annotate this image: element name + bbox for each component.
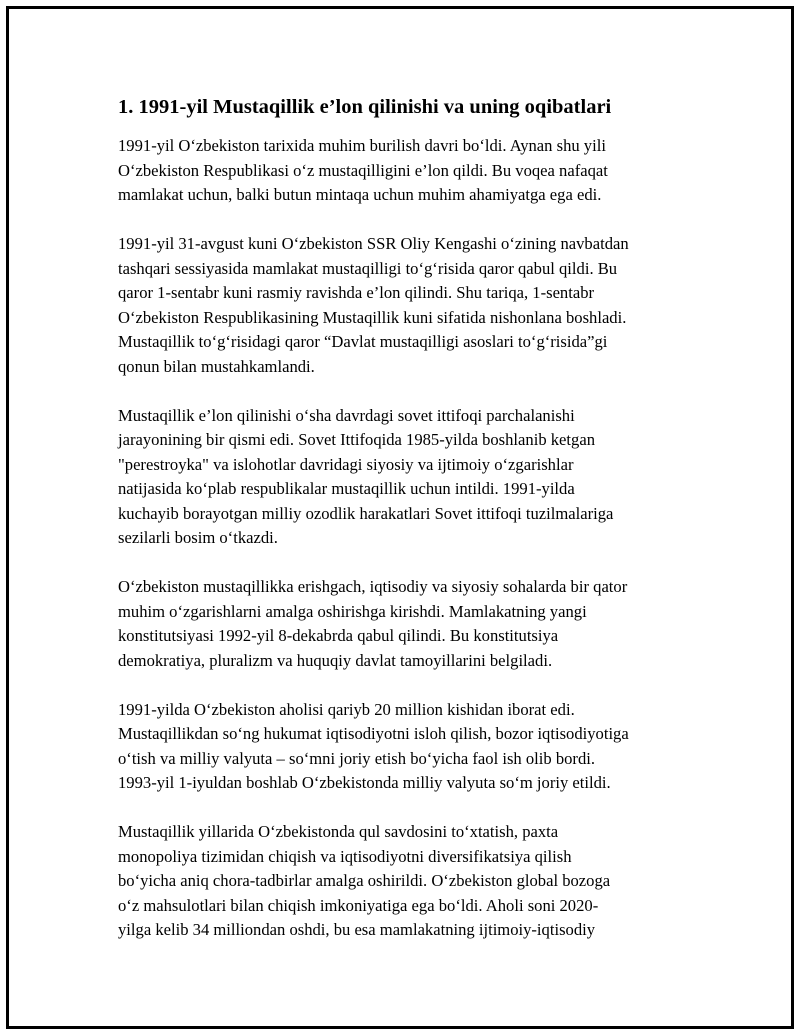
text-line: o‘tish va milliy valyuta – so‘mni joriy etish bo‘yicha faol ish olib bordi. — [118, 748, 596, 768]
text-line: qonun bilan mustahkamlandi. — [118, 356, 315, 376]
text-line: monopoliya tizimidan chiqish va iqtisodiyotni diversifikatsiya qilish — [118, 846, 572, 866]
text-line: O‘zbekiston Respublikasi o‘z mustaqilligini e’lon qildi. Bu voqea nafaqat — [118, 160, 608, 180]
text-line: demokratiya, pluralizm va huquqiy davlat tamoyillarini belgiladi. — [118, 650, 553, 670]
text-line: 1991-yil 31-avgust kuni O‘zbekiston SSR Oliy Kengashi o‘zining navbatdan — [118, 234, 629, 253]
text-line: Mustaqillik e’lon qilinishi o‘sha davrdagi sovet ittifoqi parchalanishi — [118, 405, 575, 425]
paragraph — [118, 404, 698, 551]
text-line: "perestroyka" va islohotlar davridagi siyosiy va ijtimoiy o‘zgarishlar — [118, 454, 574, 474]
text-line: bo‘yicha aniq chora-tadbirlar amalga oshirildi. O‘zbekiston global bozoga — [118, 871, 611, 890]
paragraphs-container — [118, 134, 698, 943]
paragraph — [118, 232, 698, 379]
text-line: tashqari sessiyasida mamlakat mustaqilligi to‘g‘risida qaror qabul qildi. Bu — [118, 258, 618, 278]
text-line: O‘zbekiston mustaqillikka erishgach, iqtisodiy va siyosiy sohalarda bir qator — [118, 577, 628, 596]
text-line: muhim o‘zgarishlarni amalga oshirishga kirishdi. Mamlakatning yangi — [118, 601, 587, 621]
text-line: 1993-yil 1-iyuldan boshlab O‘zbekistonda milliy valyuta so‘m joriy etildi. — [118, 773, 611, 792]
text-line: natijasida ko‘plab respublikalar mustaqillik uchun intildi. 1991-yilda — [118, 479, 575, 498]
text-line: Mustaqillikdan so‘ng hukumat iqtisodiyotni isloh qilish, bozor iqtisodiyotiga — [118, 724, 629, 743]
text-line: O‘zbekiston Respublikasining Mustaqillik kuni sifatida nishonlana boshladi. — [118, 307, 627, 327]
text-line: qaror 1-sentabr kuni rasmiy ravishda e’lon qilindi. Shu tariqa, 1-sentabr — [118, 283, 595, 302]
paragraph — [118, 698, 698, 796]
paragraph — [118, 820, 698, 943]
paragraph — [118, 134, 698, 208]
paragraph — [118, 575, 698, 673]
document-body — [118, 94, 698, 967]
text-line: 1991-yil O‘zbekiston tarixida muhim burilish davri bo‘ldi. Aynan shu yili — [118, 136, 606, 155]
text-line: 1991-yilda O‘zbekiston aholisi qariyb 20 million kishidan iborat edi. — [118, 699, 575, 719]
text-line: jarayonining bir qismi edi. Sovet Ittifoqida 1985-yilda boshlanib ketgan — [118, 430, 595, 449]
text-line: mamlakat uchun, balki butun mintaqa uchun muhim ahamiyatga ega edi. — [118, 185, 602, 204]
text-line: o‘z mahsulotlari bilan chiqish imkoniyatiga ega bo‘ldi. Aholi soni 2020- — [118, 895, 599, 915]
text-line: kuchayib borayotgan milliy ozodlik harakatlari Sovet ittifoqi tuzilmalariga — [118, 503, 614, 523]
text-line: Mustaqillik to‘g‘risidagi qaror “Davlat mustaqilligi asoslari to‘g‘risida”gi — [118, 332, 608, 351]
text-line: yilga kelib 34 milliondan oshdi, bu esa mamlakatning ijtimoiy-iqtisodiy — [118, 920, 596, 939]
text-line: konstitutsiyasi 1992-yil 8-dekabrda qabul qilindi. Bu konstitutsiya — [118, 626, 559, 645]
text-line: sezilarli bosim o‘tkazdi. — [118, 528, 278, 547]
section-heading: 1. 1991-yil Mustaqillik e’lon qilinishi va uning oqibatlari — [118, 96, 612, 118]
text-line: Mustaqillik yillarida O‘zbekistonda qul savdosini to‘xtatish, paxta — [118, 822, 559, 841]
